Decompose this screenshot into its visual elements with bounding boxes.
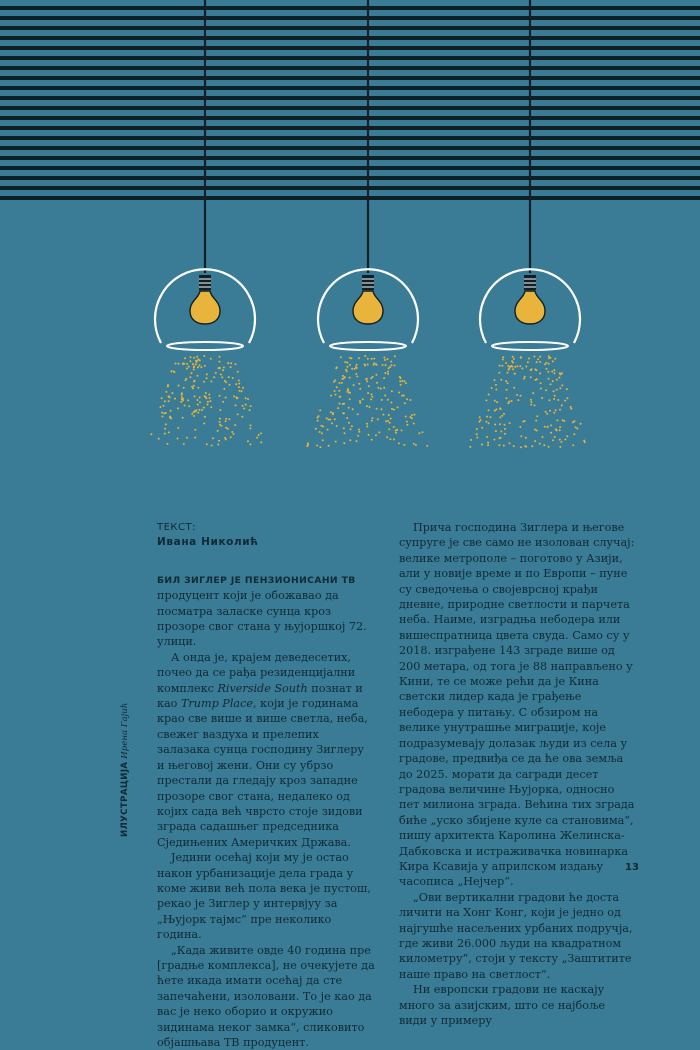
paragraph-3: Једини осећај који му је остао након урбанизације дела града у коме живи већ пола века је пустош, рекао је Зиглер у интервјуу за „Њујорк тајмс“ пре неколико година. [157, 851, 371, 942]
illustration-credit: ИЛУСТРАЦИЈА Ирена Гајић [120, 702, 130, 837]
paragraph-4: „Када живите овде 40 година пре [градње комплекса], не очекујете да ћете икада имати осећај да сте запечаћени, изоловани. То је као да вас је неко оборио и окружио зидинама неког замка“, сликовито објашњава ТВ продуцент. [157, 943, 375, 1049]
paragraph-2: А онда је, крајем деведесетих, почео да се рађа резиденцијални комплекс Riverside South познат и као Trump Place, који је годинама крао све више и више светла, неба, свежег ваздуха и прелепих залазака сунца господину Зиглеру и његовој жени. Они су убрзо престали да гледају кроз западне прозоре свог стана, недалеко од којих сада већ чврсто стоје зидови зграда садашњег председника Сједињених Америчких Држава. [157, 650, 368, 849]
window-blinds-icon [0, 6, 700, 200]
paragraph-5: Прича господина Зиглера и његове супруге је све само не изолован случај: велике метрополе – поготово у Азији, али у новије време и по Европи – пуне су сведочења о својеврсној крађи дневне, природне светлости и парчета неба. Наиме, изградња небодера или вишеспратница цвета свуда. Само су у 2018. изграђене 143 зграде више од 200 метара, од тога је 88 направљено у Кини, те се може рећи да је Кина светски лидер када је грађење небодера у питању. С обзиром на велике унутрашње миграције, које подразумевају долазак људи из села у градове, предвиђа се да ће ова земља до 2025. морати да сагради десет градова величине Њујорка, односно пет милиона зграда. Већина тих зграда биће „уско збијене куле са становима“, пишу архитекта Каролина Желинска-Дабковска и истраживачка новинарка Кира Ксавија у априлском издању часописа „Нејчер“. [399, 521, 635, 889]
lead-caps: БИЛ ЗИГЛЕР ЈЕ ПЕНЗИОНИСАНИ ТВ [157, 574, 356, 586]
lead-paragraph: БИЛ ЗИГЛЕР ЈЕ ПЕНЗИОНИСАНИ ТВ продуцент који је обожавао да посматра заласке сунца кроз прозоре свог стана у њујоршкој 72. улици. [157, 574, 367, 649]
paragraph-7: Ни европски градови не каскају много за азијским, што се најбоље види у примеру [399, 983, 606, 1027]
lamps-illustration [0, 0, 700, 470]
page-number: 13 [625, 862, 639, 873]
article-column-right [399, 520, 636, 1028]
author-name: Ивана Николић [157, 536, 259, 549]
paragraph-6: „Ови вертикални градови ће доста личити на Хонг Конг, који је једно од најгушће насељених урбаних подручја, где живи 26.000 људи на квадратном километру“, стоји у тексту „Заштитите наше право на светлост“. [399, 890, 633, 981]
article-column-left [157, 520, 375, 1050]
text-credit-label: ТЕКСТ: [157, 522, 196, 533]
